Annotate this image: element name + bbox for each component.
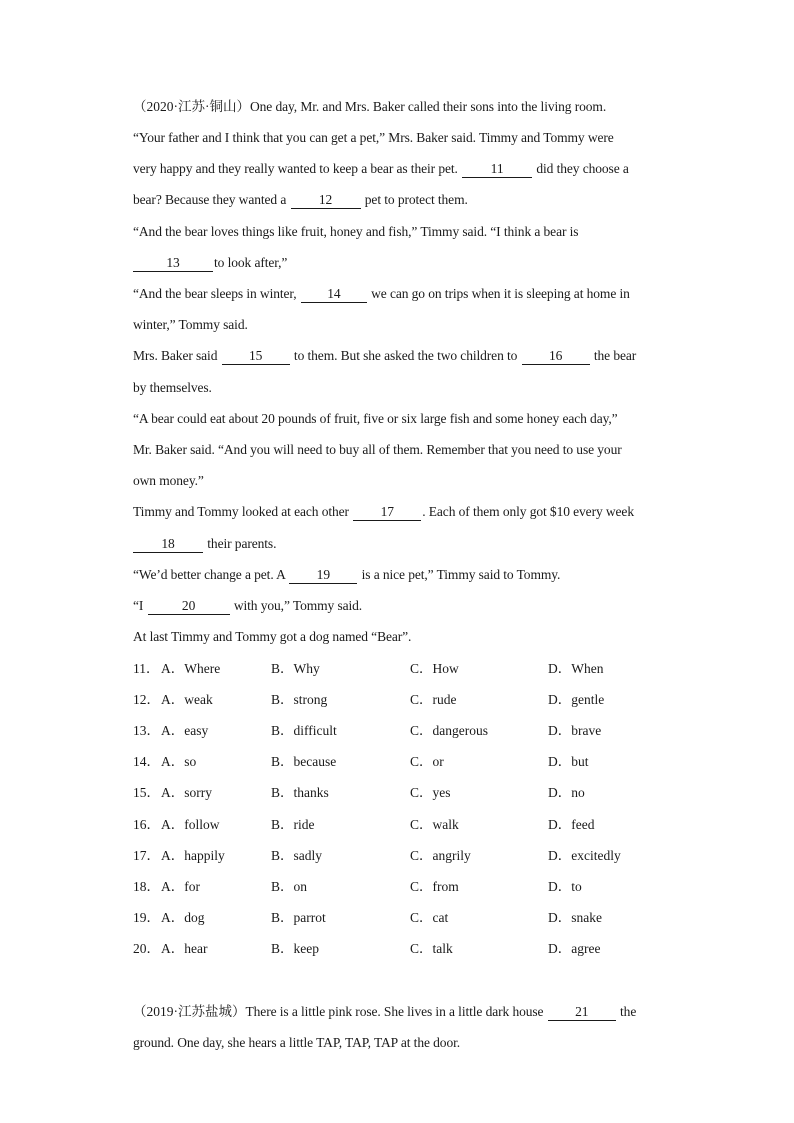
option-d: D．gentle xyxy=(548,692,605,707)
passage1-line-11: “A bear could eat about 20 pounds of fruit, five or six large fish and some honey each day,” xyxy=(133,411,618,426)
option-d: D．no xyxy=(548,785,585,800)
text-segment: “We’d better change a pet. A xyxy=(133,567,286,582)
question-19 xyxy=(133,908,653,928)
blank-12: 12 xyxy=(291,192,361,209)
question-number: 19． xyxy=(133,910,160,925)
question-11 xyxy=(133,659,653,679)
text-segment: “And the bear sleeps in winter, xyxy=(133,286,297,301)
option-b: B．thanks xyxy=(271,785,329,800)
text-segment: . Each of them only got $10 every week xyxy=(422,504,634,519)
text-segment: we can go on trips when it is sleeping at home in xyxy=(371,286,630,301)
option-c: C．yes xyxy=(410,785,451,800)
text-segment: to them. But she asked the two children to xyxy=(293,348,518,363)
option-d: D．to xyxy=(548,879,582,894)
option-c: C．walk xyxy=(410,817,459,832)
question-number: 14． xyxy=(133,754,160,769)
text-segment: the bear xyxy=(593,348,637,363)
question-number: 12． xyxy=(133,692,160,707)
question-number: 13． xyxy=(133,723,160,738)
option-b: B．sadly xyxy=(271,848,323,863)
passage1-source: （2020·江苏·铜山） xyxy=(133,99,250,114)
blank-11: 11 xyxy=(462,161,532,178)
option-a: A．hear xyxy=(161,941,208,956)
blank-20: 20 xyxy=(148,598,230,615)
question-number: 17． xyxy=(133,848,160,863)
question-number: 16． xyxy=(133,817,160,832)
passage1-line-4 xyxy=(133,190,663,210)
question-number: 20． xyxy=(133,941,160,956)
text-segment: There is a little pink rose. She lives in a little dark house xyxy=(245,1004,544,1019)
text-segment: Timmy and Tommy looked at each other xyxy=(133,504,349,519)
text-segment: their parents. xyxy=(207,536,277,551)
passage1-line-12: Mr. Baker said. “And you will need to buy all of them. Remember that you need to use your xyxy=(133,442,622,457)
passage1-line-6 xyxy=(133,253,663,273)
option-a: A．for xyxy=(161,879,200,894)
option-c: C．rude xyxy=(410,692,457,707)
passage1-line-16 xyxy=(133,565,663,585)
text-segment: Mrs. Baker said xyxy=(133,348,218,363)
option-c: C．or xyxy=(410,754,444,769)
blank-13: 13 xyxy=(133,255,213,272)
passage1-line-18: At last Timmy and Tommy got a dog named “Bear”. xyxy=(133,629,412,644)
option-b: B．difficult xyxy=(271,723,337,738)
blank-15: 15 xyxy=(222,348,290,365)
question-12 xyxy=(133,690,653,710)
blank-19: 19 xyxy=(289,567,357,584)
question-15 xyxy=(133,783,653,803)
text-segment: “I xyxy=(133,598,144,613)
passage1-line-14 xyxy=(133,502,663,522)
passage2-line-1 xyxy=(133,1002,663,1022)
passage1-text: One day, Mr. and Mrs. Baker called their sons into the living room. xyxy=(250,99,607,114)
question-14 xyxy=(133,752,653,772)
blank-18: 18 xyxy=(133,536,203,553)
text-segment: bear? Because they wanted a xyxy=(133,192,287,207)
passage1-line-8: winter,” Tommy said. xyxy=(133,317,248,332)
option-b: B．on xyxy=(271,879,308,894)
option-d: D．excitedly xyxy=(548,848,621,863)
passage1-line-7 xyxy=(133,284,663,304)
option-d: D．agree xyxy=(548,941,601,956)
option-d: D．feed xyxy=(548,817,595,832)
option-c: C．cat xyxy=(410,910,449,925)
blank-17: 17 xyxy=(353,504,421,521)
passage2-source: （2019·江苏盐城） xyxy=(133,1004,246,1019)
passage1-line-9 xyxy=(133,346,663,366)
option-d: D．brave xyxy=(548,723,602,738)
text-segment: did they choose a xyxy=(536,161,629,176)
text-segment: to look after,” xyxy=(214,255,288,270)
question-number: 11． xyxy=(133,661,160,676)
option-c: C．How xyxy=(410,661,459,676)
passage1-line-2: “Your father and I think that you can get a pet,” Mrs. Baker said. Timmy and Tommy were xyxy=(133,130,614,145)
option-d: D．When xyxy=(548,661,604,676)
blank-16: 16 xyxy=(522,348,590,365)
text-segment: the xyxy=(620,1004,637,1019)
question-16 xyxy=(133,815,653,835)
blank-21: 21 xyxy=(548,1004,616,1021)
option-a: A．easy xyxy=(161,723,209,738)
passage1-line-5: “And the bear loves things like fruit, honey and fish,” Timmy said. “I think a bear is xyxy=(133,224,579,239)
question-20 xyxy=(133,939,653,959)
option-d: D．snake xyxy=(548,910,602,925)
text-segment: with you,” Tommy said. xyxy=(233,598,363,613)
option-c: C．from xyxy=(410,879,459,894)
option-a: A．sorry xyxy=(161,785,212,800)
option-b: B．strong xyxy=(271,692,328,707)
passage1-line-3 xyxy=(133,159,663,179)
passage1-line-1 xyxy=(133,97,663,117)
option-b: B．parrot xyxy=(271,910,326,925)
option-a: A．so xyxy=(161,754,197,769)
option-d: D．but xyxy=(548,754,589,769)
passage1-line-15 xyxy=(133,534,663,554)
option-a: A．happily xyxy=(161,848,225,863)
passage1-line-10: by themselves. xyxy=(133,380,212,395)
option-a: A．dog xyxy=(161,910,205,925)
option-a: A．weak xyxy=(161,692,213,707)
text-segment: very happy and they really wanted to keep a bear as their pet. xyxy=(133,161,458,176)
option-c: C．talk xyxy=(410,941,453,956)
option-b: B．ride xyxy=(271,817,315,832)
question-number: 15． xyxy=(133,785,160,800)
text-segment: is a nice pet,” Timmy said to Tommy. xyxy=(361,567,561,582)
passage2-line-2: ground. One day, she hears a little TAP, TAP, TAP at the door. xyxy=(133,1035,461,1050)
text-segment: pet to protect them. xyxy=(364,192,468,207)
option-b: B．because xyxy=(271,754,337,769)
option-a: A．Where xyxy=(161,661,221,676)
option-b: B．Why xyxy=(271,661,320,676)
question-number: 18． xyxy=(133,879,160,894)
blank-14: 14 xyxy=(301,286,367,303)
option-c: C．angrily xyxy=(410,848,471,863)
question-18 xyxy=(133,877,653,897)
question-13 xyxy=(133,721,653,741)
question-17 xyxy=(133,846,653,866)
passage1-line-13: own money.” xyxy=(133,473,204,488)
passage1-line-17 xyxy=(133,596,663,616)
option-a: A．follow xyxy=(161,817,220,832)
option-c: C．dangerous xyxy=(410,723,488,738)
option-b: B．keep xyxy=(271,941,319,956)
